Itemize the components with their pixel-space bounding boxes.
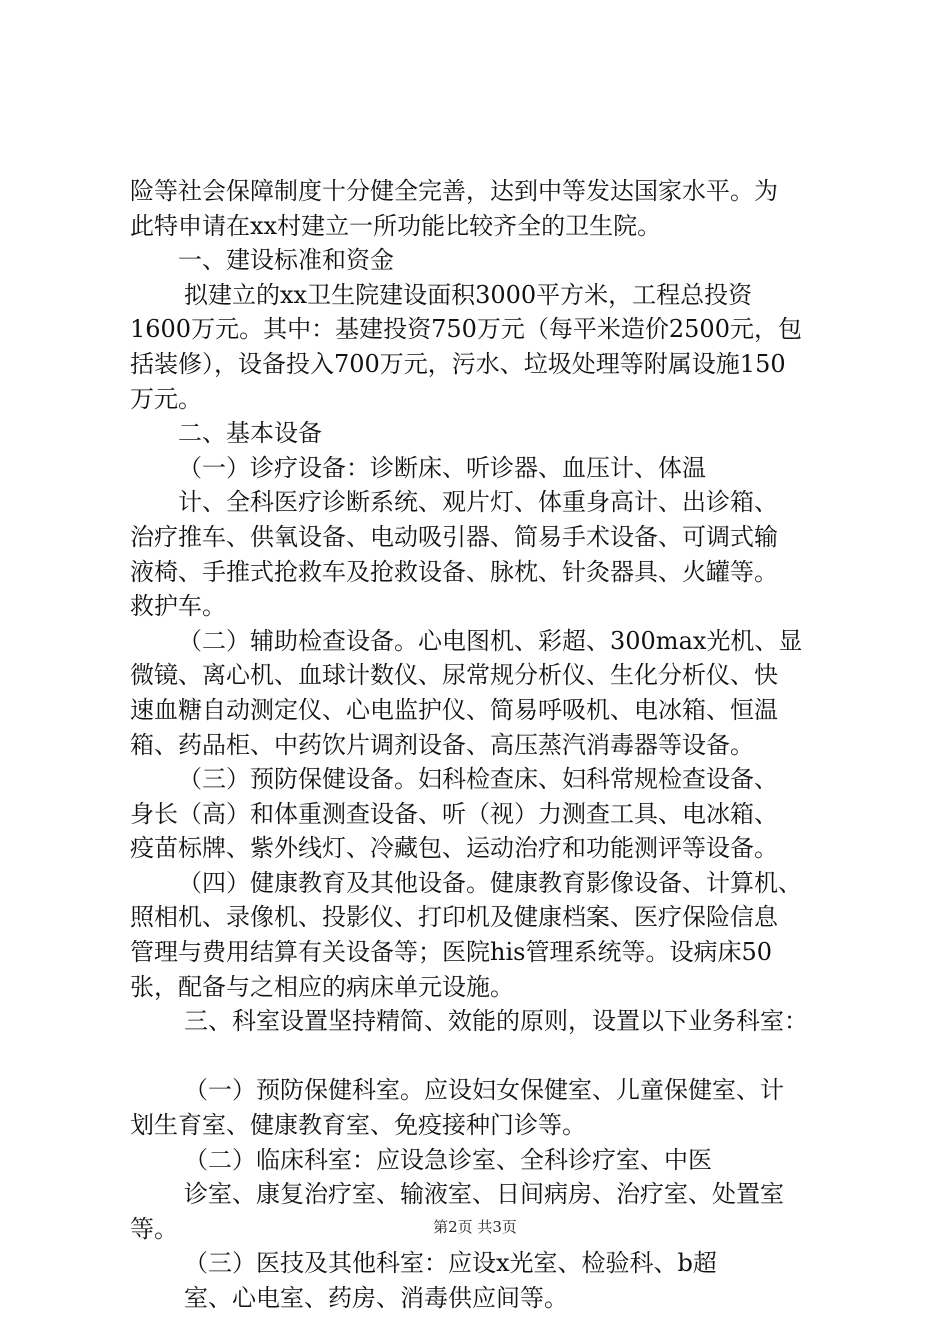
text-line: （二）临床科室：应设急诊室、全科诊疗室、中医 [184,1145,712,1174]
text-line: 计、全科医疗诊断系统、观片灯、体重身高计、出诊箱、 [178,488,778,517]
text-line: 照相机、录像机、投影仪、打印机及健康档案、医疗保险信息 [130,903,778,932]
blank-line [130,1039,850,1074]
text-line: 一、建设标准和资金 [178,246,394,275]
text-line: 治疗推车、供氧设备、电动吸引器、简易手术设备、可调式输 [130,522,778,551]
text-line: 三、科室设置坚持精简、效能的原则，设置以下业务科室： [184,1007,808,1036]
text-line: 疫苗标牌、紫外线灯、冷藏包、运动治疗和功能测评等设备。 [130,834,778,863]
text-line: 箱、药品柜、中药饮片调剂设备、高压蒸汽消毒器等设备。 [130,730,754,759]
text-line: 万元。 [130,384,202,413]
text-line: （四）健康教育及其他设备。健康教育影像设备、计算机、 [178,868,802,897]
text-line: 划生育室、健康教育室、免疫接种门诊等。 [130,1111,586,1140]
text-line: 此特申请在xx村建立一所功能比较齐全的卫生院。 [130,211,662,240]
text-line: 二、基本设备 [178,419,322,448]
text-line: 诊室、康复治疗室、输液室、日间病房、治疗室、处置室 [184,1180,784,1209]
text-line: 微镜、离心机、血球计数仪、尿常规分析仪、生化分析仪、快 [130,661,778,690]
text-line: 室、心电室、药房、消毒供应间等。 [184,1284,568,1312]
text-line: （三）医技及其他科室：应设x光室、检验科、b超 [184,1249,717,1278]
text-line: 等。 [130,1214,178,1243]
text-line: 速血糖自动测定仪、心电监护仪、简易呼吸机、电冰箱、恒温 [130,695,778,724]
text-line: 拟建立的xx卫生院建设面积3000平方米，工程总投资 [184,280,753,309]
text-line: （三）预防保健设备。妇科检查床、妇科常规检查设备、 [178,765,778,794]
document-body [130,174,850,1316]
text-line: 身长（高）和体重测查设备、听（视）力测查工具、电冰箱、 [130,799,778,828]
text-line: 险等社会保障制度十分健全完善，达到中等发达国家水平。为 [130,177,778,205]
page-number-footer: 第2页 共3页 [433,1218,517,1236]
text-line: 救护车。 [130,592,226,621]
text-line: 管理与费用结算有关设备等；医院his管理系统等。设病床50 [130,938,772,967]
text-line: 液椅、手推式抢救车及抢救设备、脉枕、针灸器具、火罐等。 [130,557,778,586]
text-line: （一）预防保健科室。应设妇女保健室、儿童保健室、计 [184,1076,784,1105]
text-line: （二）辅助检查设备。心电图机、彩超、300max光机、显 [178,626,803,655]
text-line: 括装修），设备投入700万元，污水、垃圾处理等附属设施150 [130,349,786,378]
text-line: 1600万元。其中：基建投资750万元（每平米造价2500元，包 [130,315,802,344]
text-line: （一）诊疗设备：诊断床、听诊器、血压计、体温 [178,453,706,482]
text-line: 张，配备与之相应的病床单元设施。 [130,972,514,1001]
